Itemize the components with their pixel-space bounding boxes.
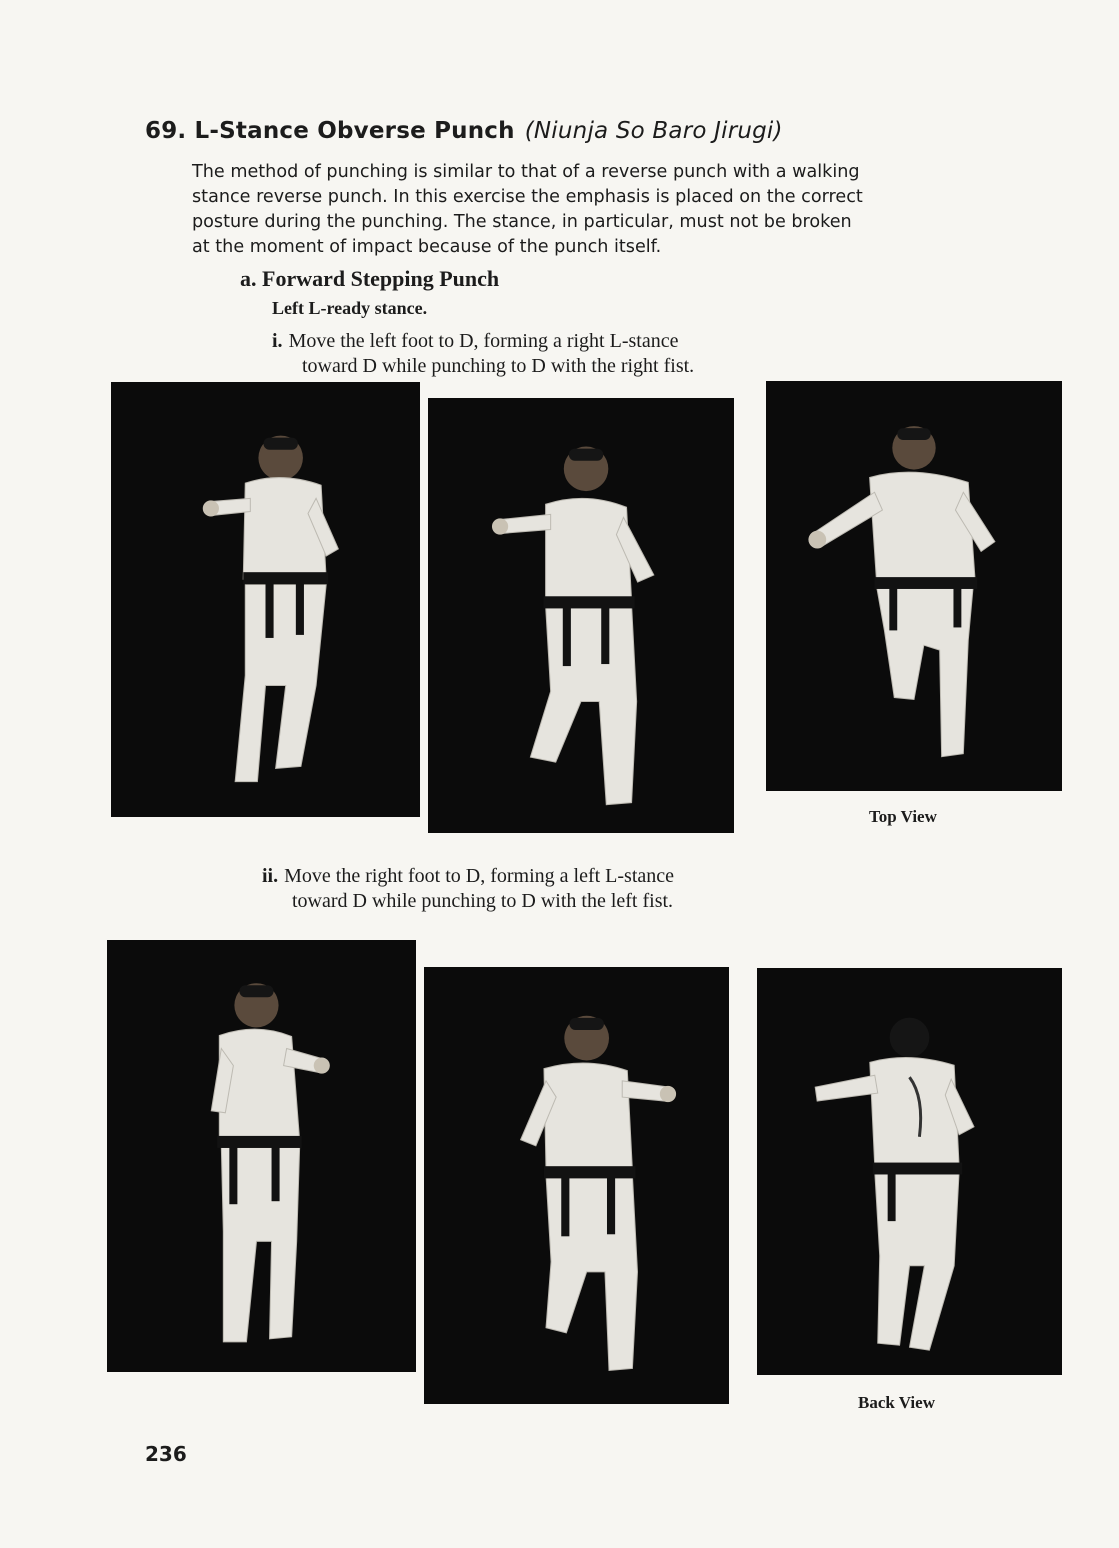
step-text-line: Move the left foot to D, forming a right L-stance [288, 330, 679, 352]
step-text-line: toward D while punching to D with the right fist. [302, 355, 695, 377]
section-title [145, 118, 783, 144]
intro-line: The method of punching is similar to that of a reverse punch with a walking [192, 162, 860, 182]
intro-paragraph [192, 160, 992, 260]
section-subtitle: (Niunja So Baro Jirugi) [524, 118, 783, 144]
page-number: 236 [145, 1442, 187, 1466]
martial-artist-figure [757, 968, 1062, 1375]
step-instruction [262, 864, 674, 914]
step-text-line: Move the right foot to D, forming a left L-stance [284, 865, 675, 887]
caption-back-view: Back View [858, 1393, 935, 1412]
martial-artist-figure [766, 381, 1062, 791]
intro-line: stance reverse punch. In this exercise the emphasis is placed on the correct [192, 187, 863, 207]
step-number: i. [272, 330, 283, 352]
photo-step-2-middle [424, 967, 729, 1404]
photo-step-1-top-view [766, 381, 1062, 791]
caption-top-view: Top View [869, 807, 937, 826]
step-text-line: toward D while punching to D with the left fist. [292, 890, 674, 912]
photo-step-1-middle [428, 398, 734, 833]
martial-artist-figure [424, 967, 729, 1404]
martial-artist-figure [107, 940, 416, 1372]
step-instruction [272, 329, 694, 379]
martial-artist-figure [111, 382, 420, 817]
intro-line: at the moment of impact because of the punch itself. [192, 237, 662, 257]
martial-artist-figure [428, 398, 734, 833]
photo-step-2-back-view [757, 968, 1062, 1375]
ready-stance-label: Left L-ready stance. [272, 298, 428, 318]
photo-step-2-start [107, 940, 416, 1372]
intro-line: posture during the punching. The stance, in particular, must not be broken [192, 212, 852, 232]
photo-step-1-start [111, 382, 420, 817]
subsection-heading: a. Forward Stepping Punch [240, 266, 500, 291]
section-title-text: 69. L-Stance Obverse Punch [145, 118, 515, 144]
step-number: ii. [262, 865, 279, 887]
